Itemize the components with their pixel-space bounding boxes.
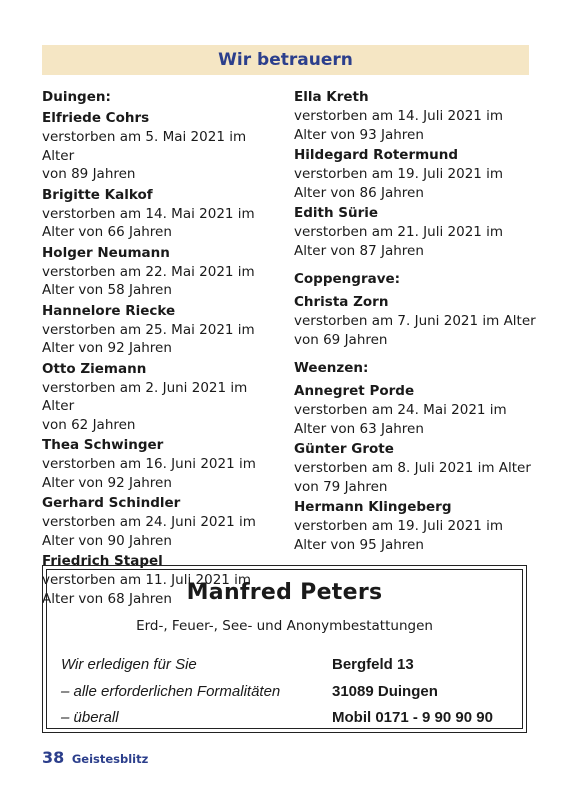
obituary-detail: verstorben am 14. Mai 2021 im (42, 205, 255, 222)
obituary-detail: Alter von 95 Jahren (294, 536, 424, 553)
obituary-detail: verstorben am 11. Juli 2021 im (42, 572, 252, 588)
obituary-entry (42, 436, 282, 492)
deceased-name: Hildegard Rotermund (294, 147, 459, 163)
location-heading-coppengrave: Coppengrave: (294, 271, 401, 287)
right-column (294, 86, 539, 554)
obituary-detail: verstorben am 25. Mai 2021 im (42, 321, 255, 338)
funeral-home-advertisement (42, 565, 527, 733)
location-heading-duingen: Duingen: (42, 89, 111, 105)
ad-street: Bergfeld 13 (332, 656, 414, 673)
obituary-detail: Alter von 92 Jahren (42, 340, 172, 356)
obituary-detail: verstorben am 7. Juni 2021 im Alter (294, 313, 536, 329)
ad-company-name: Manfred Peters (186, 580, 383, 605)
left-entries (42, 109, 282, 608)
obituary-detail: Alter von 90 Jahren (42, 532, 172, 549)
deceased-name: Holger Neumann (42, 244, 170, 261)
magazine-name: Geistesblitz (71, 752, 149, 766)
obituary-detail: verstorben am 8. Juli 2021 im Alter (294, 460, 531, 476)
left-column (42, 86, 282, 608)
obituary-entry (42, 244, 282, 300)
obituary-detail: verstorben am 24. Mai 2021 im (294, 402, 507, 418)
obituary-entry (294, 498, 539, 554)
obituary-entry (294, 146, 539, 202)
obituary-entry (42, 360, 282, 435)
deceased-name: Otto Ziemann (42, 360, 147, 377)
ad-contact (332, 652, 493, 732)
obituary-detail: Alter von 58 Jahren (42, 282, 172, 298)
obituary-detail: verstorben am 2. Juni 2021 im Alter (42, 379, 248, 414)
ad-slogan-line: – überall (61, 709, 119, 726)
obituary-detail: verstorben am 24. Juni 2021 im (42, 514, 256, 530)
deceased-name: Thea Schwinger (42, 437, 164, 453)
obituary-entry (42, 494, 282, 550)
location-heading-weenzen: Weenzen: (294, 360, 369, 376)
deceased-name: Brigitte Kalkof (42, 186, 153, 203)
deceased-name: Günter Grote (294, 441, 394, 457)
ad-services: Erd-, Feuer-, See- und Anonymbestattungen (136, 618, 433, 634)
obituary-entry (42, 109, 282, 184)
obituary-detail: Alter von 68 Jahren (42, 590, 172, 607)
deceased-name: Annegret Porde (294, 383, 415, 399)
obituary-detail: verstorben am 19. Juli 2021 im (294, 166, 504, 182)
deceased-name: Christa Zorn (294, 294, 389, 310)
obituary-detail: verstorben am 14. Juli 2021 im (294, 108, 504, 124)
obituary-entry (294, 382, 539, 438)
obituary-entry (294, 293, 539, 349)
deceased-name: Hannelore Riecke (42, 302, 176, 319)
obituary-detail: verstorben am 19. Juli 2021 im (294, 518, 504, 534)
ad-slogan-line: Wir erledigen für Sie (61, 656, 197, 673)
obituary-detail: von 89 Jahren (42, 166, 136, 182)
obituary-detail: von 62 Jahren (42, 416, 136, 433)
page-footer (42, 748, 148, 767)
ad-slogan (61, 652, 280, 732)
deceased-name: Ella Kreth (294, 89, 369, 105)
ad-phone: Mobil 0171 - 9 90 90 90 (332, 709, 493, 726)
obituary-entry (294, 440, 539, 496)
obituary-detail: verstorben am 22. Mai 2021 im (42, 263, 255, 280)
ad-slogan-line: – alle erforderlichen Formalitäten (61, 682, 281, 700)
obituary-detail: verstorben am 21. Juli 2021 im (294, 224, 504, 240)
obituary-detail: von 79 Jahren (294, 478, 388, 495)
deceased-name: Gerhard Schindler (42, 495, 181, 511)
deceased-name: Hermann Klingeberg (294, 499, 452, 515)
deceased-name: Friedrich Stapel (42, 553, 163, 569)
obituary-detail: Alter von 93 Jahren (294, 126, 424, 143)
obituary-detail: Alter von 87 Jahren (294, 242, 424, 259)
deceased-name: Elfriede Cohrs (42, 110, 150, 126)
obituary-detail: Alter von 92 Jahren (42, 474, 172, 491)
obituary-detail: Alter von 63 Jahren (294, 420, 424, 437)
ad-inner-frame (46, 569, 523, 729)
obituary-entry (294, 88, 539, 144)
obituary-entry (42, 186, 282, 242)
deceased-name: Edith Sürie (294, 205, 379, 221)
obituary-entry (294, 204, 539, 260)
page-number: 38 (42, 748, 65, 767)
ad-city: 31089 Duingen (332, 682, 438, 700)
section-title: Wir betrauern (218, 50, 353, 70)
section-banner (42, 45, 529, 75)
obituary-entry (42, 302, 282, 358)
obituary-detail: verstorben am 5. Mai 2021 im Alter (42, 129, 247, 164)
obituary-detail: verstorben am 16. Juni 2021 im (42, 456, 256, 472)
obituary-detail: Alter von 66 Jahren (42, 224, 172, 240)
obituary-detail: von 69 Jahren (294, 331, 388, 348)
obituary-detail: Alter von 86 Jahren (294, 184, 424, 201)
